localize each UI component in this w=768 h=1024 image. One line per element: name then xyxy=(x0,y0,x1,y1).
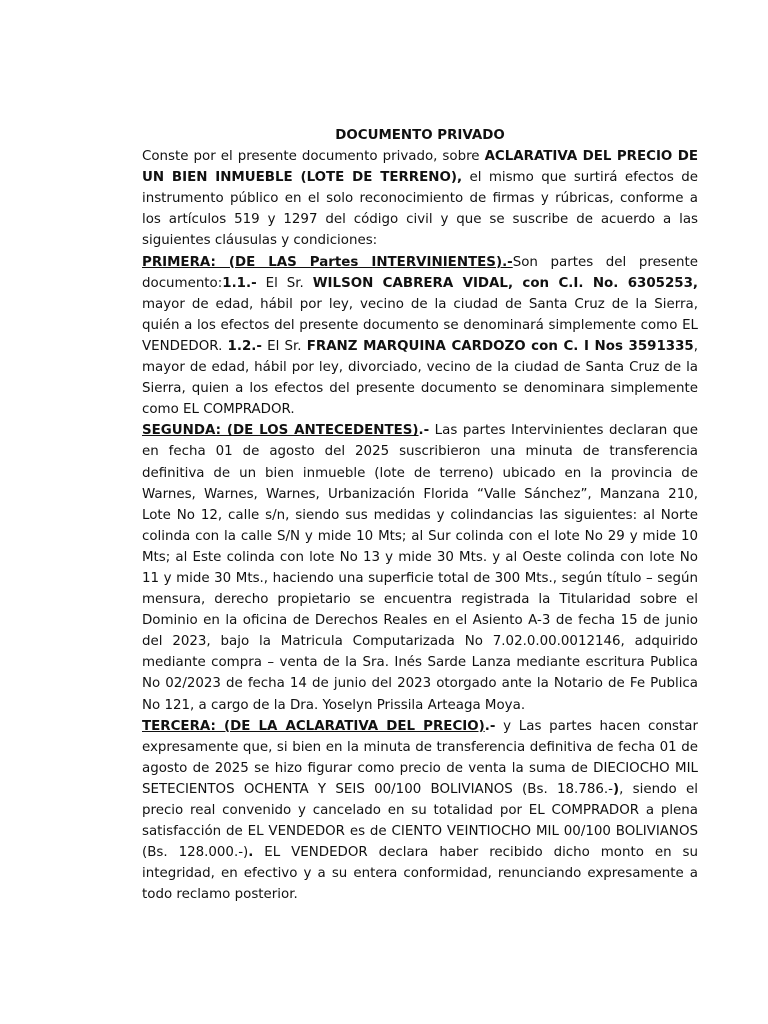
primera-text-1: Son partes del presente documento: xyxy=(142,254,698,291)
clause-primera xyxy=(142,252,698,421)
tercera-bold-paren: ) xyxy=(612,781,620,797)
intro-text-2: el mismo que surtirá efectos de instrumento público en el solo reconocimiento de firmas y rúbricas, conforme a los artículos 519 y 1297 del código civil y que se suscribe de acuerdo a las siguientes cláusulas y condiciones: xyxy=(142,170,698,249)
tercera-separator: .- xyxy=(484,718,496,734)
tercera-text-2: , siendo el precio real convenido y cancelado en su totalidad por EL COMPRADOR a plena satisfacción de EL VENDEDOR es de CIENTO VEINTIOCHO MIL 00/100 BOLIVIANOS (Bs. 128.000.-) xyxy=(142,781,699,861)
tercera-text-1: y Las partes hacen constar expresamente que, si bien en la minuta de transferencia definitiva de fecha 01 de agosto de 2025 se hizo figurar como precio de venta la suma de DIECIOCHO MIL SETECIENTOS OCHENTA Y SEIS 00/100 BOLIVIANOS (Bs. 18.786.- xyxy=(142,718,698,797)
clause-tercera-heading: TERCERA: (DE LA ACLARATIVA DEL PRECIO) xyxy=(142,718,485,734)
clause-segunda xyxy=(142,420,698,715)
primera-item-1-1: 1.1.- xyxy=(222,275,257,291)
clause-tercera xyxy=(142,716,698,906)
primera-text-4: El Sr. xyxy=(261,338,307,354)
primera-text-5: , mayor de edad, hábil por ley, divorciado, vecino de la ciudad de Santa Cruz de la Sierra, quien a los efectos del presente documento se denominara simplemente como EL COMPRADOR. xyxy=(142,338,699,418)
intro-paragraph xyxy=(142,146,698,251)
seller-name: WILSON CABRERA VIDAL, con C.I. No. 6305253, xyxy=(312,275,699,291)
segunda-text-1: Las partes Intervinientes declaran que en fecha 01 de agosto del 2025 suscribieron una minuta de transferencia definitiva de un bien inmueble (lote de terreno) ubicado en la provincia de Warnes, Warnes, Warnes, Urbanización Florida “Valle Sánchez”, Manzana 210, Lote No 12, calle s/n, siendo sus medidas y colindancias las siguientes: al Norte colinda con la calle S/N y mide 10 Mts; al Sur colinda con el lote No 29 y mide 10 Mts; al Este colinda con lote No 13 y mide 30 Mts. y al Oeste colinda con lote No 11 y mide 30 Mts., haciendo una superficie total de 300 Mts., según título – según mensura, derecho propietario se encuentra registrada la Titularidad sobre el Dominio en la oficina de Derechos Reales en el Asiento A-3 de fecha 15 de junio del 2023, bajo la Matricula Computarizada No 7.02.0.00.0012146, adquirido mediante compra – venta de la Sra. Inés Sarde Lanza mediante escritura Publica No 02/2023 de fecha 14 de junio del 2023 otorgado ante la Notario de Fe Publica No 121, a cargo de la Dra. Yoselyn Prissila Arteaga Moya. xyxy=(142,423,698,713)
clause-segunda-heading: SEGUNDA: (DE LOS ANTECEDENTES) xyxy=(142,423,419,439)
document-title: DOCUMENTO PRIVADO xyxy=(335,128,505,143)
tercera-text-3: EL VENDEDOR declara haber recibido dicho monto en su integridad, en efectivo y a su entera conformidad, renunciando expresamente a todo reclamo posterior. xyxy=(142,845,698,903)
buyer-name: FRANZ MARQUINA CARDOZO con C. I Nos 3591335 xyxy=(306,338,694,354)
intro-text-1: Conste por el presente documento privado, sobre xyxy=(142,149,485,165)
document-page xyxy=(142,125,698,905)
primera-item-1-2: 1.2.- xyxy=(227,338,262,354)
segunda-separator: .- xyxy=(418,423,430,439)
intro-bold-subject: ACLARATIVA DEL PRECIO DE UN BIEN INMUEBLE (LOTE DE TERRENO), xyxy=(142,149,698,186)
tercera-bold-period: . xyxy=(248,845,254,861)
primera-text-3: mayor de edad, hábil por ley, vecino de la ciudad de Santa Cruz de la Sierra, quién a los efectos del presente documento se denominará simplemente como EL VENDEDOR. xyxy=(142,296,698,354)
clause-primera-heading: PRIMERA: (DE LAS Partes INTERVINIENTES).- xyxy=(142,254,513,270)
primera-text-2: El Sr. xyxy=(256,275,313,291)
